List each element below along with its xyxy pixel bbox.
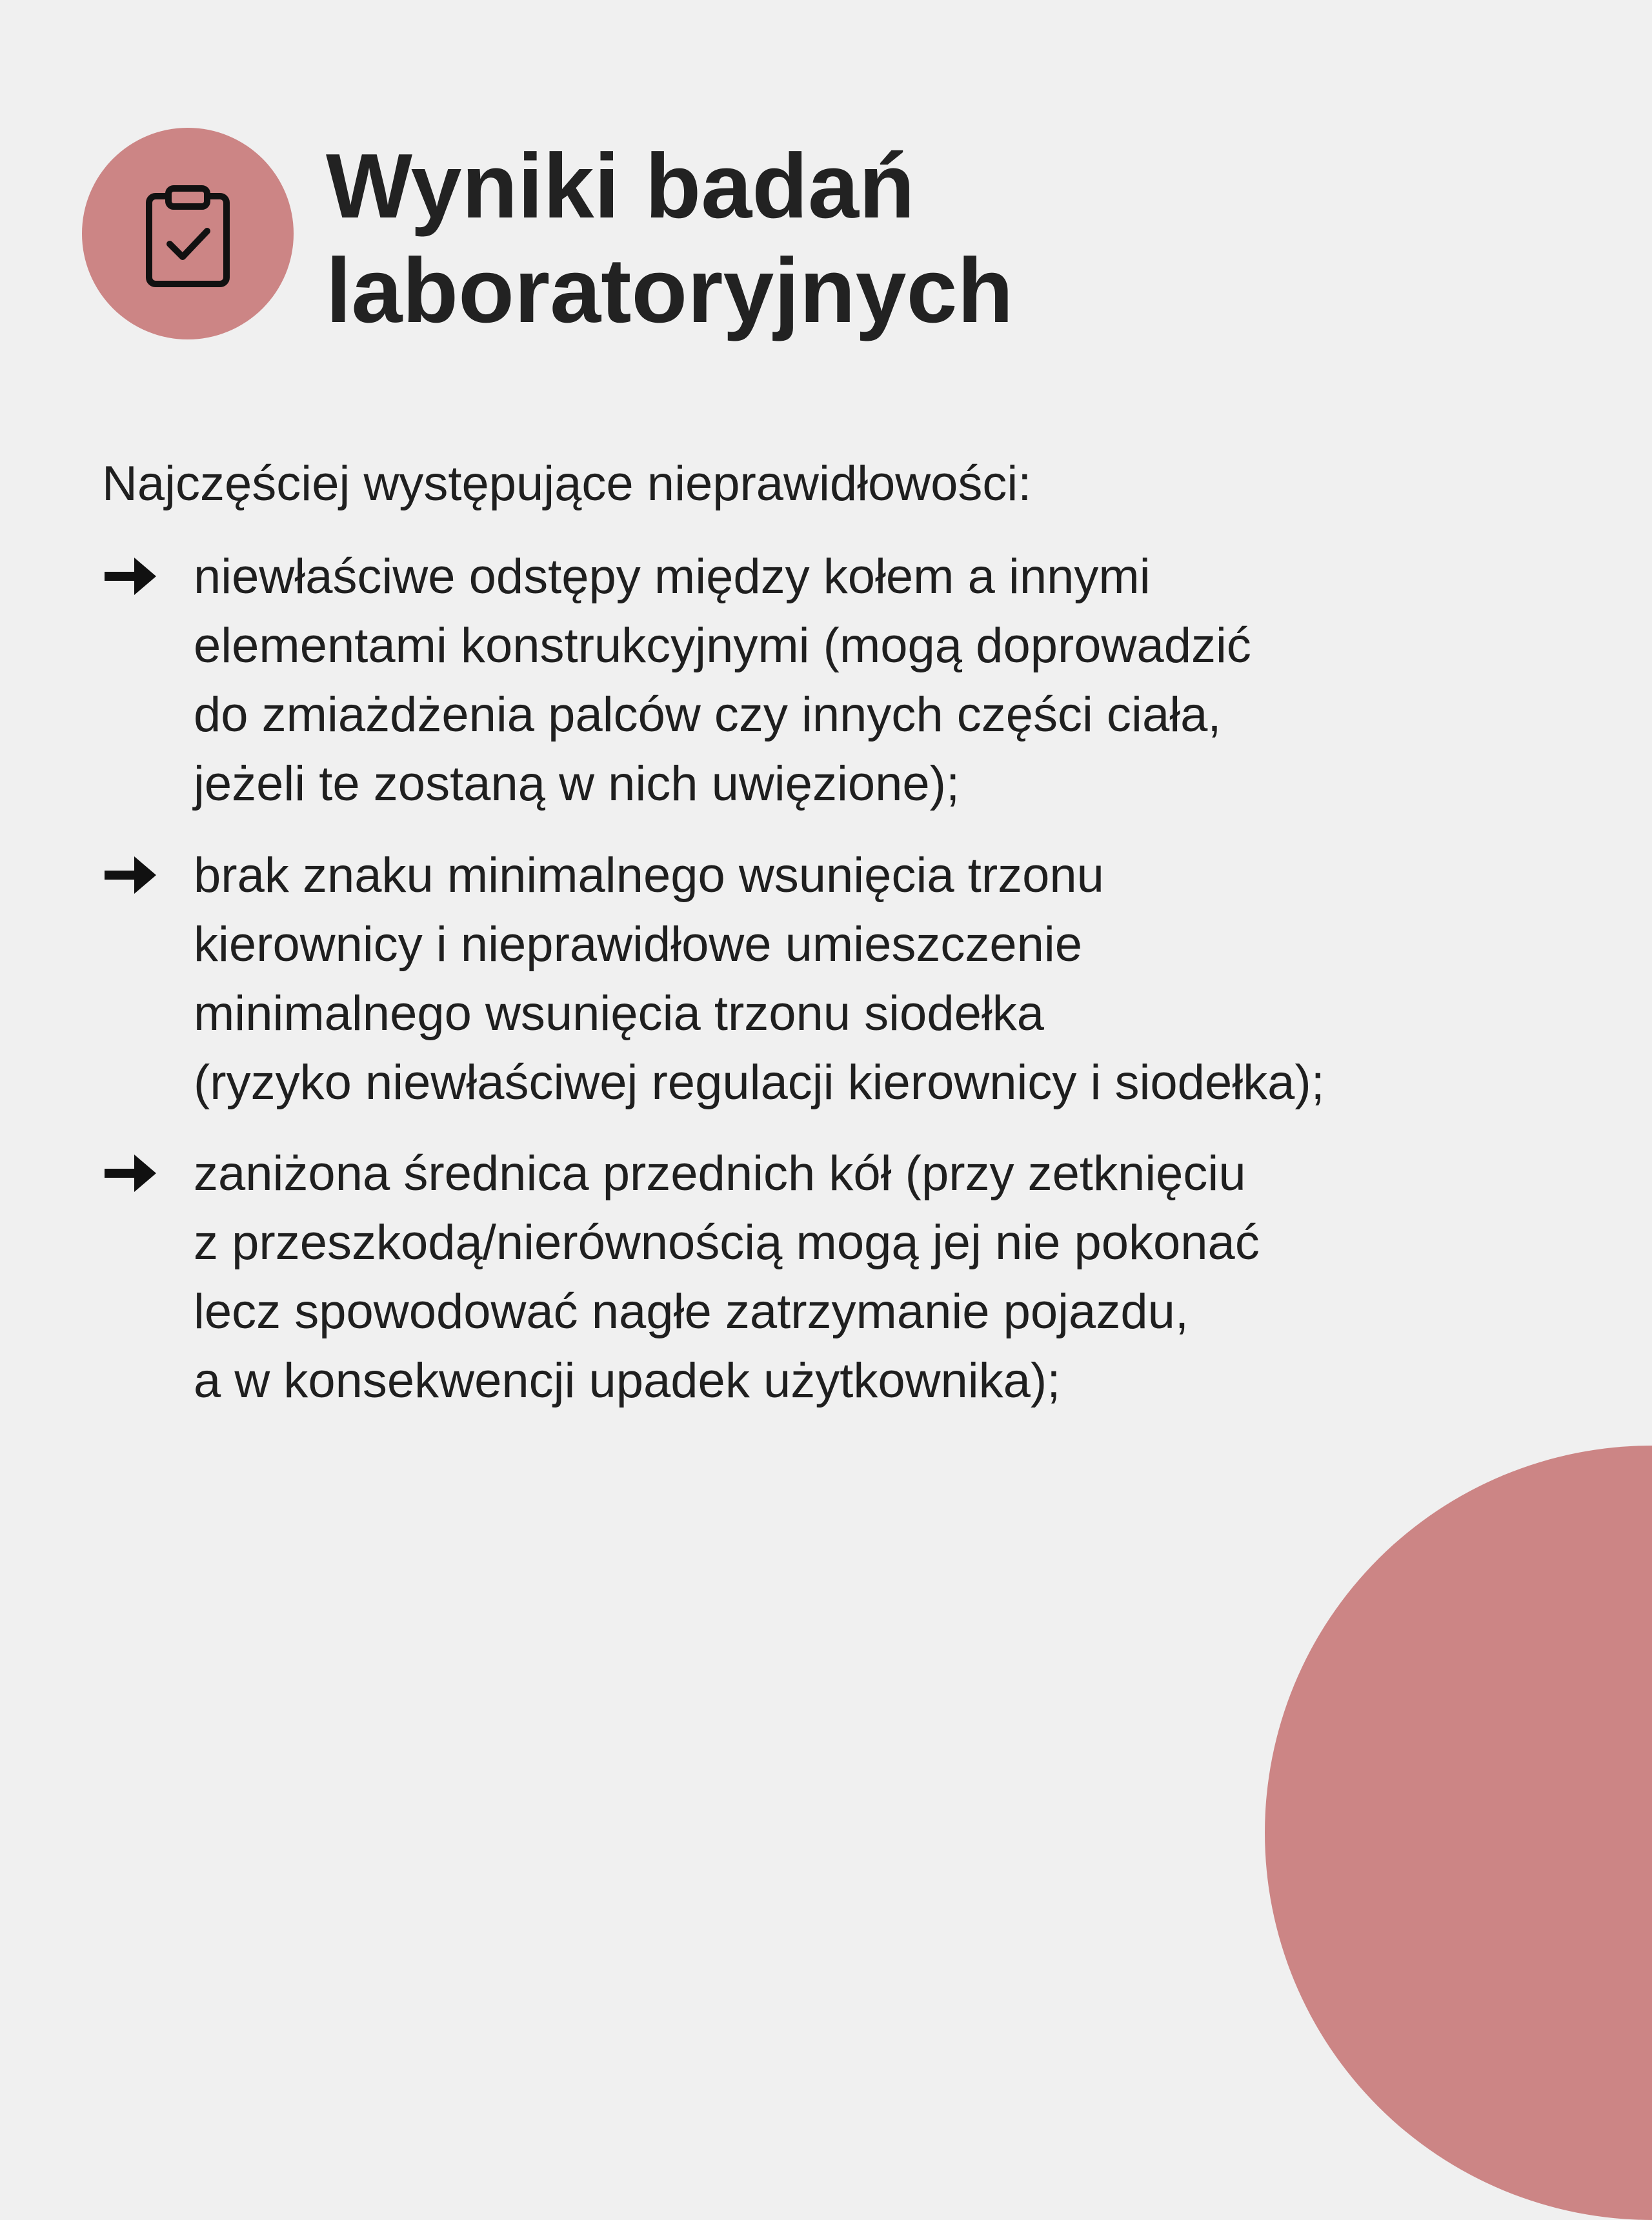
list-item-line: (ryzyko niewłaściwej regulacji kierownicy i siodełka); [194,1055,1325,1110]
list-item-line: zaniżona średnica przednich kół (przy zetknięciu [194,1146,1246,1201]
intro-text: Najczęściej występujące nieprawidłowości: [102,456,1032,511]
list-item-line: elementami konstrukcyjnymi (mogą doprowadzić [194,618,1251,673]
corner-decoration [1265,1446,1652,2220]
list-item-line: do zmiażdżenia palców czy innych części ciała, [194,687,1222,742]
list-item-line: niewłaściwe odstępy między kołem a innymi [194,549,1151,604]
icon-badge [82,128,294,339]
list-item-line: kierownicy i nieprawidłowe umieszczenie [194,917,1083,972]
list-item-line: a w konsekwencji upadek użytkownika); [194,1353,1061,1408]
list-item-text [194,1139,1260,1415]
arrow-right-icon [102,1151,157,1196]
list-item-line: brak znaku minimalnego wsunięcia trzonu [194,848,1104,903]
list-item-line: lecz spowodować nagłe zatrzymanie pojazdu, [194,1284,1189,1339]
title-line-1: Wyniki badań [326,135,915,237]
list-item-line: minimalnego wsunięcia trzonu siodełka [194,986,1045,1041]
clipboard-check-icon [144,185,232,288]
list-item-text [194,542,1251,818]
title-line-2: laboratoryjnych [326,239,1014,342]
arrow-right-icon [102,554,157,599]
list-item-line: jeżeli te zostaną w nich uwięzione); [194,756,960,811]
arrow-right-icon [102,853,157,898]
page-title [326,134,1013,343]
list-item-text [194,841,1325,1117]
list-item-line: z przeszkodą/nierównością mogą jej nie pokonać [194,1215,1260,1270]
